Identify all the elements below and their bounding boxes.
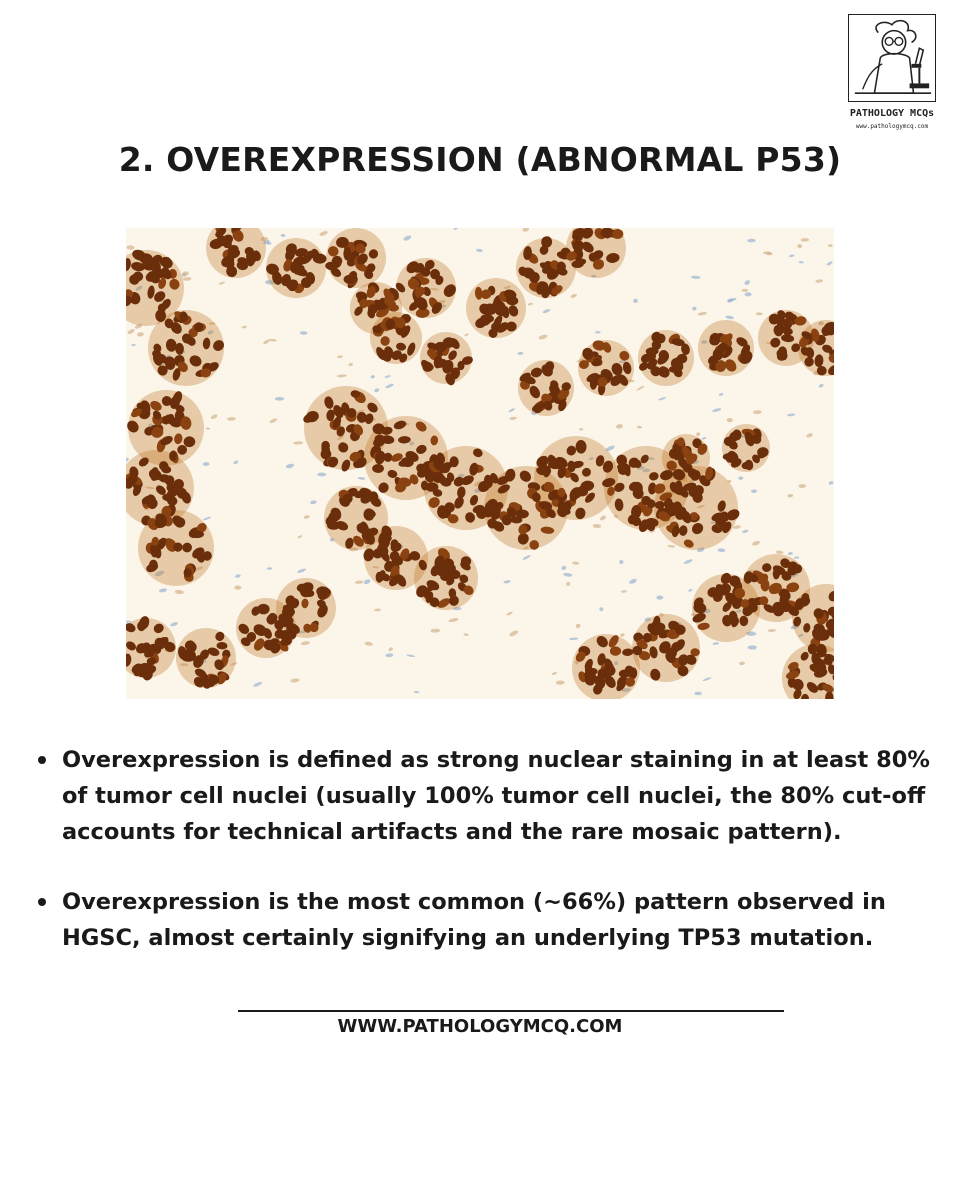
micrograph-image: [126, 228, 834, 699]
footer-website: WWW.PATHOLOGYMCQ.COM: [337, 1016, 623, 1037]
page-title: 2. OVEREXPRESSION (ABNORMAL P53): [118, 140, 842, 179]
bullet-dot: [38, 756, 46, 764]
bullet-text: Overexpression is the most common (~66%) pattern observed in HGSC, almost certainly signifying an underlying TP53 mutation.: [62, 889, 886, 951]
logo-url: www.pathologymcq.com: [855, 123, 929, 130]
bullet-item: [30, 884, 930, 956]
logo-title: PATHOLOGY MCQs: [849, 108, 935, 119]
bullet-item: [30, 742, 930, 850]
bullet-dot: [38, 898, 46, 906]
scientist-microscope-icon: [849, 15, 935, 101]
bullet-text: Overexpression is defined as strong nuclear staining in at least 80% of tumor cell nuclei (usually 100% tumor cell nuclei, the 80% cut-off accounts for technical artifacts and the rare mosaic pattern).: [62, 747, 930, 845]
pathology-mcqs-logo: [848, 14, 936, 102]
footer-divider: [238, 1010, 784, 1012]
bullet-list: [30, 742, 930, 990]
p53-ihc-micrograph: [126, 228, 834, 699]
